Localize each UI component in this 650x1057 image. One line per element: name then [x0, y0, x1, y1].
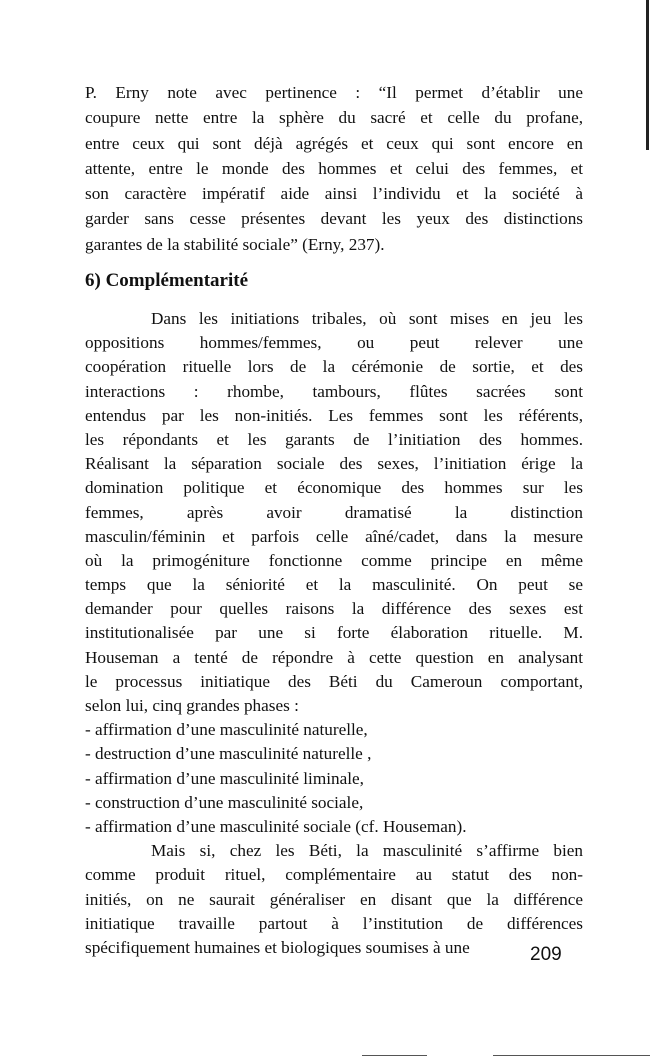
text-line: entendus par les non-initiés. Les femmes sont les référents,	[85, 405, 583, 425]
text-line: garantes de la stabilité sociale” (Erny, 237).	[85, 234, 385, 254]
text-line: interactions : rhombe, tambours, flûtes sacrées sont	[85, 381, 583, 401]
text-line: - destruction d’une masculinité naturelle ,	[85, 744, 372, 764]
text-line: selon lui, cinq grandes phases :	[85, 696, 299, 715]
text-line: le processus initiatique des Béti du Cameroun comportant,	[85, 671, 583, 691]
paragraph-complementarite	[85, 307, 583, 960]
text-line: garder sans cesse présentes devant les yeux des distinctions	[85, 209, 583, 229]
text-line: spécifiquement humaines et biologiques soumises à une	[85, 937, 470, 957]
text-line: oppositions hommes/femmes, ou peut relever une	[85, 333, 583, 353]
text-line: femmes, après avoir dramatisé la distinction	[85, 502, 583, 522]
text-line: institutionalisée par une si forte élaboration rituelle. M.	[85, 623, 583, 643]
text-line: Réalisant la séparation sociale des sexes, l’initiation érige la	[85, 454, 583, 474]
text-line: attente, entre le monde des hommes et celui des femmes, et	[85, 158, 583, 178]
text-line: domination politique et économique des hommes sur les	[85, 478, 583, 498]
scan-edge-bar	[646, 0, 649, 150]
text-line: coopération rituelle lors de la cérémonie de sortie, et des	[85, 357, 583, 377]
page-number: 209	[530, 944, 562, 965]
text-line: Houseman a tenté de répondre à cette question en analysant	[85, 647, 583, 667]
text-line: - affirmation d’une masculinité liminale,	[85, 768, 364, 788]
text-line: coupure nette entre la sphère du sacré et celle du profane,	[85, 108, 583, 128]
text-line: temps que la séniorité et la masculinité. On peut se	[85, 575, 583, 595]
bottom-rule	[362, 1055, 427, 1056]
text-line: Dans les initiations tribales, où sont mises en jeu les	[151, 309, 583, 328]
text-line: les répondants et les garants de l’initiation des hommes.	[85, 429, 583, 449]
text-line: initiatique travaille partout à l’institution de différences	[85, 913, 583, 933]
text-line: - construction d’une masculinité sociale,	[85, 792, 364, 812]
text-line: où la primogéniture fonctionne comme principe en même	[85, 550, 583, 570]
bottom-rule	[493, 1055, 650, 1056]
text-line: masculin/féminin et parfois celle aîné/cadet, dans la mesure	[85, 526, 583, 546]
section-heading: 6) Complémentarité	[85, 270, 249, 291]
paragraph-erny-quote	[85, 80, 583, 257]
text-line: Mais si, chez les Béti, la masculinité s’affirme bien	[151, 841, 583, 861]
text-line: son caractère impératif aide ainsi l’individu et la société à	[85, 184, 583, 204]
text-line: P. Erny note avec pertinence : “Il permet d’établir une	[85, 83, 583, 102]
text-line: - affirmation d’une masculinité naturelle,	[85, 720, 368, 740]
text-line: initiés, on ne saurait généraliser en disant que la différence	[85, 889, 583, 909]
text-line: demander pour quelles raisons la différence des sexes est	[85, 599, 583, 619]
text-line: entre ceux qui sont déjà agrégés et ceux qui sont encore en	[85, 133, 583, 153]
text-line: comme produit rituel, complémentaire au statut des non-	[85, 865, 583, 885]
text-line: - affirmation d’une masculinité sociale (cf. Houseman).	[85, 816, 467, 836]
